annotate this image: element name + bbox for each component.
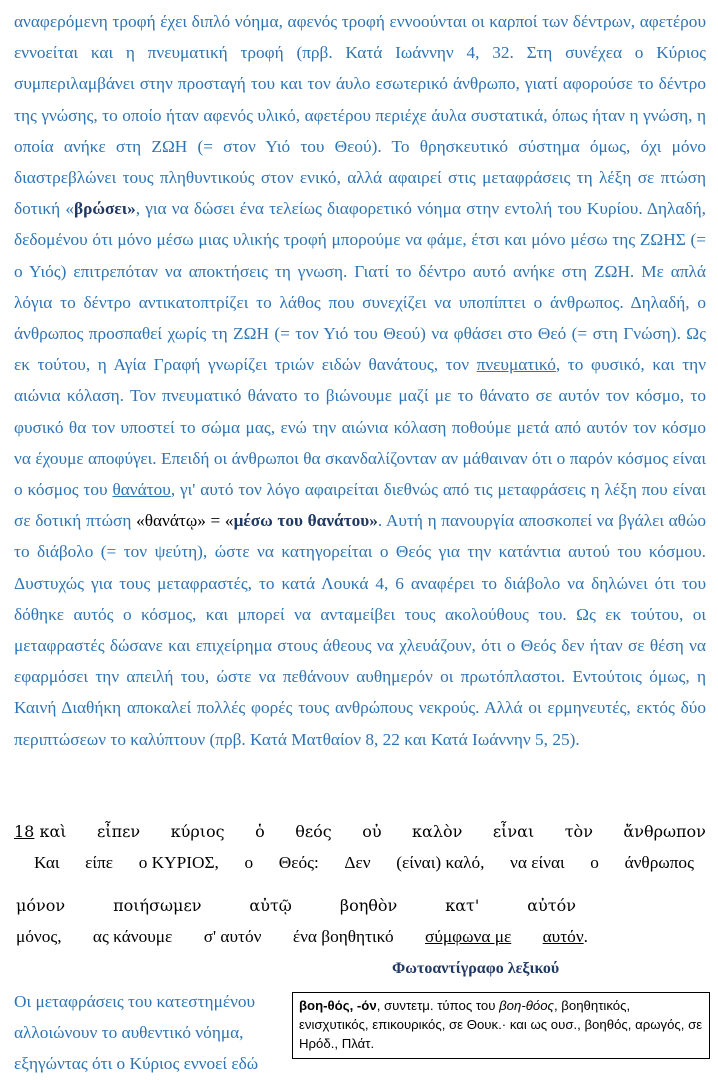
dictionary-entry-box (292, 992, 710, 1059)
translation-word-underlined: αυτόν. (542, 927, 588, 946)
underlined-term-death: θανάτου (112, 480, 171, 500)
verse-word: βοηθὸν (339, 896, 398, 915)
translation-word: ο ΚΥΡΙΟΣ, (138, 853, 219, 872)
verse-word: θεός (295, 822, 332, 841)
verse-word: καλὸν (412, 822, 463, 841)
translation-word-underlined: σύμφωνα με (425, 927, 512, 946)
side-note-line: Οι μεταφράσεις του κατεστημένου (14, 992, 256, 1011)
side-note-line: εξηγώντας ότι ο Κύριος εννοεί εδώ (14, 1054, 259, 1073)
verse-number: 18 (14, 822, 35, 841)
verse-word: αὐτόν (527, 896, 576, 915)
side-note-line: αλλοιώνουν το αυθεντικό νόημα, (14, 1023, 244, 1042)
text-segment: , για να δώσει ένα τελείως διαφορετικό νόημα στην εντολή του Κυρίου. Δηλαδή, δεδομένου ότι μόνο μέσω μιας υλικής τροφή μπορούμε να φάμε, έτσι και μόνο μέσω της ΖΩΗΣ (= ο Υιός) επιτρεπόταν να αποκτήσεις τη γνωση. Γιατί το δέντρο αυτό ανήκε στη ΖΩΗ. Με απλά λόγια το δέντρο αντικατοπτρίζει το λάθος που συνεχίζει να υποπίπτει ο άνθρωπος. Δηλαδή, ο άνθρωπος προσπαθεί χωρίς τη ΖΩΗ (= τον Υιό του Θεού) να φθάσει στο Θεό (= στη Γνώση). Ως εκ τούτου, η Αγία Γραφή γνωρίζει τριών ειδών θανάτους, τον (14, 199, 706, 375)
interlinear-row-2-translation (16, 927, 588, 947)
translation-word: Θεός: (278, 853, 319, 872)
verse-word: κύριος (170, 822, 225, 841)
dictionary-photocopy-title: Φωτοαντίγραφο λεξικού (392, 960, 560, 977)
translation-word: ας κάνουμε (92, 927, 173, 946)
bold-term-vrosei: βρώσει» (73, 199, 136, 219)
verse-word: τὸν (564, 822, 593, 841)
translation-word: ένα βοηθητικό (292, 927, 394, 946)
dictionary-text: , συντετμ. τύπος του (376, 998, 500, 1013)
dictionary-italic-form: βοη-θόος (499, 998, 554, 1013)
translation-word: άνθρωπος (624, 853, 694, 872)
verse-word: ὁ (255, 822, 265, 841)
underlined-term-spiritual: πνευματικό (476, 355, 556, 375)
interlinear-row-1-greek (14, 822, 706, 841)
translation-word: ο (244, 853, 254, 872)
verse-word: εἶπεν (97, 822, 141, 841)
side-note (14, 986, 284, 1079)
text-segment: , γι' αυτό τον λόγο αφαιρείται διεθνώς από τις μεταφράσεις η λέξη που είναι σε δοτική πτώση (14, 480, 706, 531)
verse-word: 18 καὶ (14, 822, 67, 841)
quoted-greek-term: «θανάτῳ» = « (136, 511, 234, 531)
verse-word: εἶναι (492, 822, 535, 841)
verse-word: κατ' (445, 896, 480, 915)
interlinear-row-2-greek (16, 896, 576, 915)
dictionary-headword: βοη-θός, -όν (299, 998, 377, 1013)
dictionary-definition: , βοηθητικός, ενισχυτικός, επικουρικός, σε Θουκ.· και ως ουσ., βοηθός, αρωγός, σε Ηρόδ., Πλάτ. (299, 998, 703, 1051)
translation-word: να είναι (510, 853, 565, 872)
commentary-text (14, 6, 706, 755)
text-segment: αναφερόμενη τροφή έχει διπλό νόημα, αφενός τροφή εννοούνται οι καρποί των δέντρων, αφετέρου εννοείται και η πνευματική τροφή (πρβ. Κατά Ιωάννην 4, 32. Στη συνέχεα ο Κύριος συμπεριλαμβάνει στην προσταγή του και τον άυλο εσωτερικό άνθρωπο, γιατί αφορούσε το δέντρο της γνώσης, το οποίο ήταν αφενός υλικό, αφετέρου περιέχε άυλα συστατικά, όπως ήταν η γνώση, η οποία ανήκε στη ΖΩΗ (= στον Υιό του Θεού). Το θρησκευτικό σύστημα όμως, όχι μόνο διαστρεβλώνει τους πληθυντικούς στον ενικό, αλλά αφαιρεί στις μεταφράσεις τη λέξη σε πτώση δοτική « (14, 12, 706, 219)
translation-word: ο (590, 853, 599, 872)
verse-word: οὐ (362, 822, 382, 841)
text-segment: . Αυτή η πανουργία αποσκοπεί να βγάλει αθώο το διάβολο (= τον ψεύτη), ώστε να κατηγορείται ο Θεός για την κατάντια αυτού του κόσμου. Δυστυχώς για τους μεταφραστές, το κατά Λουκά 4, 6 αναφέρει το διάβολο να δηλώνει ότι του δόθηκε αυτός ο κόσμος, και μπορεί να ανταμείβει τους ακολούθους του. Ως εκ τούτου, οι μεταφραστές δώσανε και επιχείρημα στους άθεους να χλευάζουν, ότι ο Θεός δεν ήταν σε θέση να εφαρμόσει την απειλή του, ώστε να πεθάνουν αυθημερόν οι πρωτόπλαστοι. Εντούτοις όμως, η Καινή Διαθήκη αποκαλεί πολλές φορές τους ανθρώπους νεκρούς. Αλλά οι ερμηνευτές, εκτός δύο περιπτώσεων το καλύπτουν (πρβ. Κατά Ματθαίον 8, 22 και Κατά Ιωάννην 5, 25). (14, 511, 706, 749)
bold-term-through-death: μέσω του θανάτου» (233, 511, 378, 531)
translation-word: Δεν (344, 853, 371, 872)
translation-word: Και (34, 853, 60, 872)
verse-word: ἄνθρωπον (623, 822, 706, 841)
translation-word: μόνος, (16, 927, 62, 946)
translation-word: σ' αυτόν (203, 927, 262, 946)
verse-word: ποιήσωμεν (113, 896, 202, 915)
interlinear-row-1-translation (34, 853, 694, 873)
verse-word: μόνον (16, 896, 66, 915)
verse-word: αὐτῷ (249, 896, 292, 915)
translation-word: είπε (85, 853, 114, 872)
main-paragraph (14, 6, 706, 755)
text-segment: , το φυσικό, και την αιώνια κόλαση. Τον πνευματικό θάνατο το βιώνουμε μαζί με το θάνατο σε αυτόν τον κόσμο, το φυσικό θα τον υποστεί το σώμα μας, ενώ την αιώνια κόλαση ποθούμε μετά από αυτόν τον κόσμο να έχουμε αποφύγει. Επειδή οι άνθρωποι θα σκανδαλίζονταν αν μάθαιναν ότι ο παρόν κόσμος είναι ο κόσμος του (14, 355, 707, 500)
translation-word: (είναι) καλό, (396, 853, 485, 872)
